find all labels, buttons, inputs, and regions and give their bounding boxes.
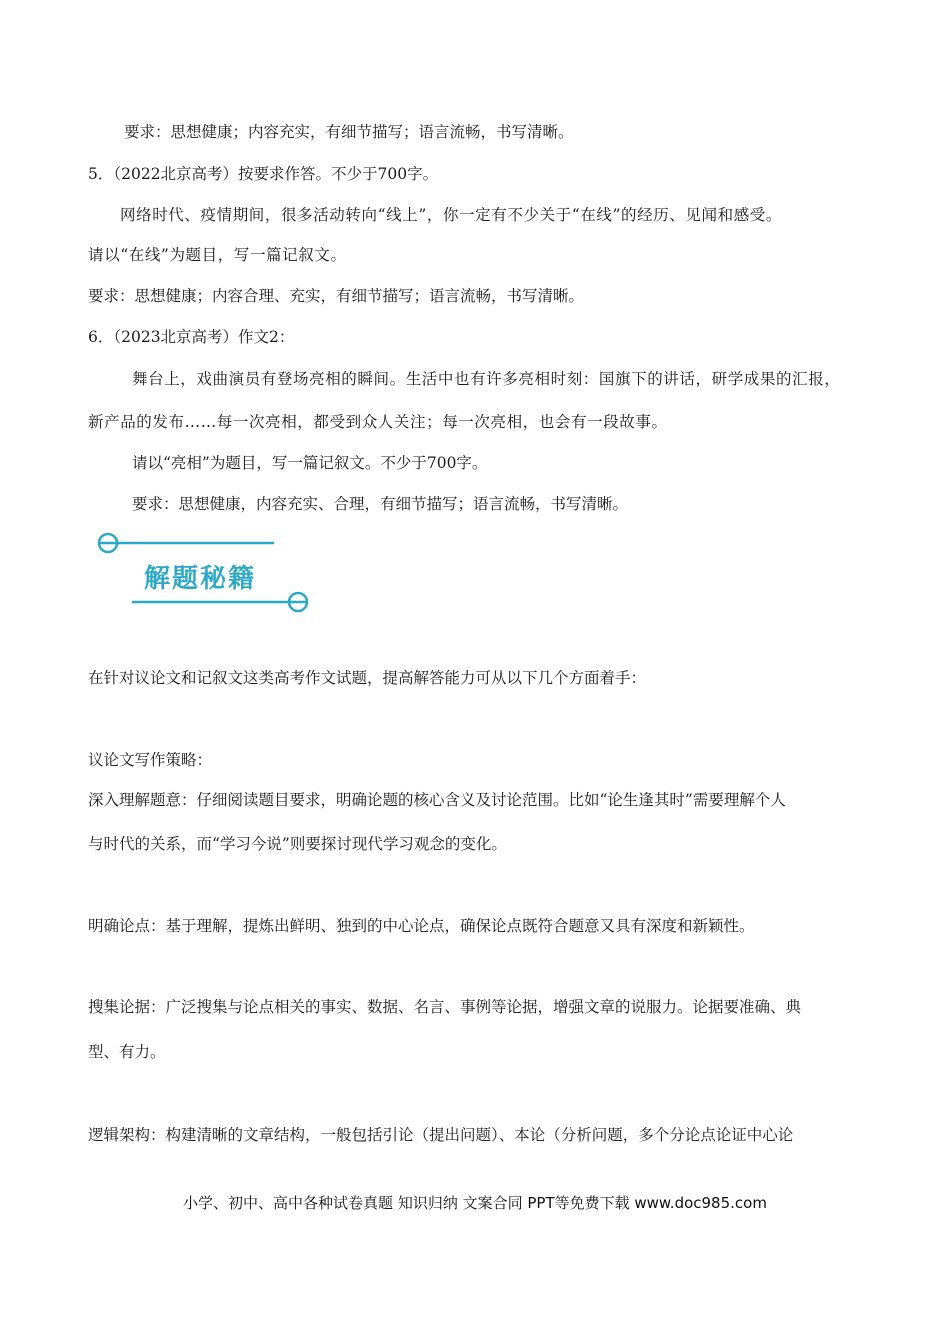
question-5-title: 5．（2022北京高考）按要求作答。不少于700字。 xyxy=(88,165,439,183)
tip-understand-line-1: 深入理解题意：仔细阅读题目要求，明确论题的核心含义及讨论范围。比如“论生逢其时”需要理解个人 xyxy=(88,791,786,809)
question-5-body-line-2: 请以“在线”为题目，写一篇记叙文。 xyxy=(88,246,347,264)
question-6-body-line-2: 新产品的发布……每一次亮相，都受到众人关注；每一次亮相，也会有一段故事。 xyxy=(88,413,668,431)
tips-intro: 在针对议论文和记叙文这类高考作文试题，提高解答能力可从以下几个方面着手： xyxy=(88,669,647,687)
requirement-text: 要求：思想健康；内容充实，有细节描写；语言流畅，书写清晰。 xyxy=(124,123,574,141)
question-6-requirement: 要求：思想健康，内容充实、合理，有细节描写；语言流畅，书写清晰。 xyxy=(132,495,629,513)
tips-heading: 议论文写作策略： xyxy=(88,751,213,769)
tip-structure-line-1: 逻辑架构：构建清晰的文章结构，一般包括引论（提出问题）、本论（分析问题，多个分论点论证中心论 xyxy=(88,1126,794,1144)
question-6-body-line-3: 请以“亮相”为题目，写一篇记叙文。不少于700字。 xyxy=(132,454,488,472)
tip-understand-line-2: 与时代的关系，而“学习今说”则要探讨现代学习观念的变化。 xyxy=(88,835,507,853)
question-5-body-line-1: 网络时代、疫情期间，很多活动转向“线上”，你一定有不少关于“在线”的经历、见闻和感受。 xyxy=(120,206,782,224)
question-6-title: 6．（2023北京高考）作文2： xyxy=(88,328,295,346)
tip-evidence-line-2: 型、有力。 xyxy=(88,1043,166,1061)
tip-evidence-line-1: 搜集论据：广泛搜集与论点相关的事实、数据、名言、事例等论据，增强文章的说服力。论据要准确、典 xyxy=(88,998,802,1016)
tip-thesis: 明确论点：基于理解，提炼出鲜明、独到的中心论点，确保论点既符合题意又具有深度和新颖性。 xyxy=(88,917,755,935)
badge-title: 解题秘籍 xyxy=(144,564,257,594)
question-6-body-line-1: 舞台上，戏曲演员有登场亮相的瞬间。生活中也有许多亮相时刻：国旗下的讲话，研学成果的汇报， xyxy=(132,370,841,388)
section-badge xyxy=(94,528,316,620)
question-5-requirement: 要求：思想健康；内容合理、充实，有细节描写；语言流畅，书写清晰。 xyxy=(88,287,585,305)
page-footer: 小学、初中、高中各种试卷真题 知识归纳 文案合同 PPT等免费下载 www.doc985.com xyxy=(183,1194,767,1212)
